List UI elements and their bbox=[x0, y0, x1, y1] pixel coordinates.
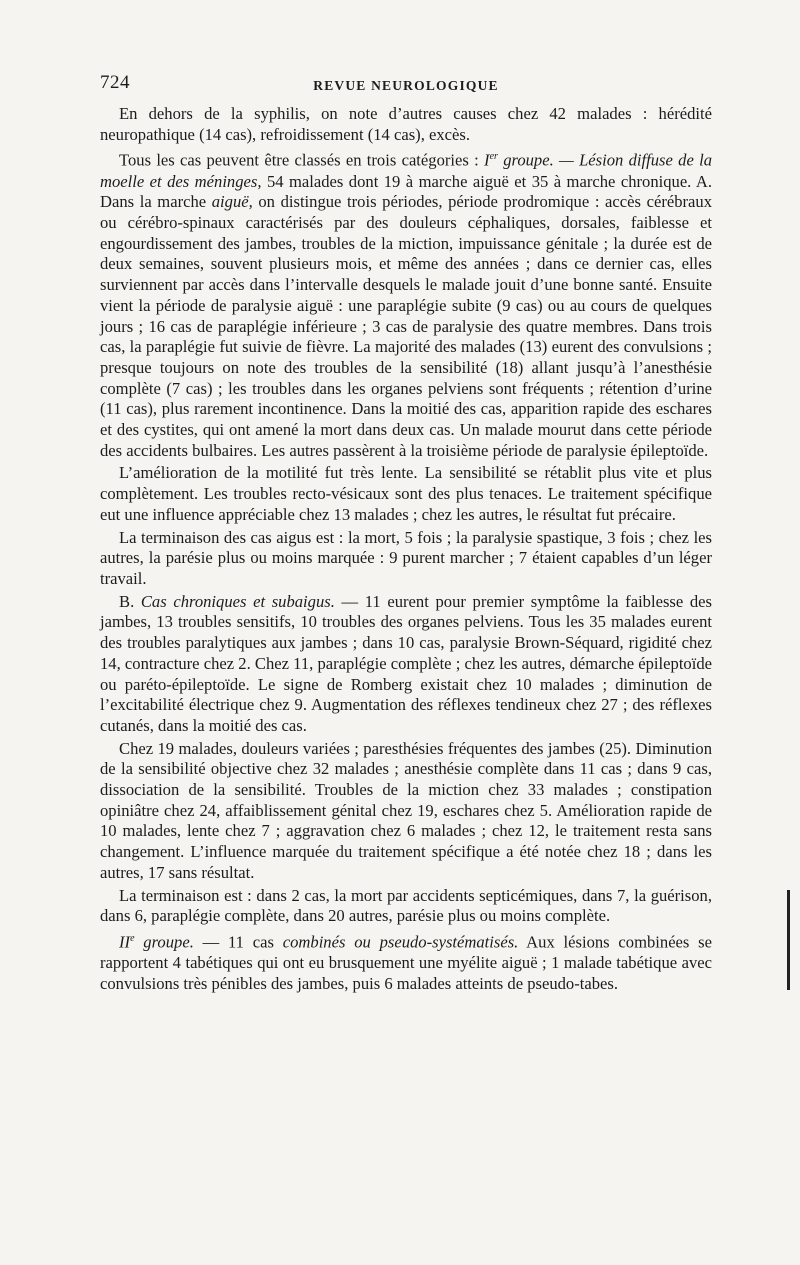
paragraph bbox=[100, 528, 712, 590]
text-run: B. bbox=[119, 591, 141, 611]
text-run: — 11 cas bbox=[193, 932, 283, 952]
running-title: REVUE NEUROLOGIQUE bbox=[313, 78, 499, 93]
scan-edge-mark bbox=[787, 890, 790, 990]
italic-text: I bbox=[484, 150, 490, 170]
italic-text: e bbox=[130, 932, 135, 944]
text-run: on distingue trois périodes, période prodromique : accès cérébraux ou cérébro-spinaux caractérisés par des douleurs céphaliques, dorsales, faiblesse et engourdissement des jambes, troubles de la miction, impuissance génitale ; la durée est de deux semaines, souvent plusieurs mois, et même des années ; dans ce dernier cas, elles surviennent par accès dans l’intervalle desquels le malade jouit d’une bonne santé. Ensuite vient la période de paralysie aiguë : une paraplégie subite (9 cas) ou au cours de quelques jours ; 16 cas de paraplégie inférieure ; 3 cas de paralysie des quatre membres. Dans trois cas, la paraplégie fut suivie de fièvre. La majorité des malades (13) eurent des convulsions ; presque toujours on note des troubles de la sensibilité (18) allant jusqu’à l’anesthésie complète (7 cas) ; les troubles dans les organes pelviens sont fréquents ; rétention d’urine (11 cas), plus rarement incontinence. Dans la moitié des cas, apparition rapide des eschares et des cystites, qui ont amené la mort dans deux cas. Un malade mourut dans cette période des accidents bulbaires. Les autres passèrent à la troisième période de paralysie épileptoïde. bbox=[100, 192, 712, 460]
paragraph bbox=[100, 592, 712, 737]
paragraph bbox=[100, 463, 712, 525]
text-run: Tous les cas peuvent être classés en trois catégories : bbox=[119, 150, 485, 170]
page-number: 724 bbox=[100, 72, 130, 93]
article-body bbox=[100, 104, 712, 995]
italic-text: aiguë, bbox=[211, 192, 253, 212]
paragraph bbox=[100, 739, 712, 884]
text-run: En dehors de la syphilis, on note d’autres causes chez 42 malades : hérédité neuropathique (14 cas), refroidissement (14 cas), excès. bbox=[100, 104, 712, 144]
text-run: Aux lésions combinées se rapportent 4 tabétiques qui ont eu brusquement une myélite aiguë ; 1 malade tabétique avec convulsions très pénibles des jambes, puis 6 malades atteints de pseudo-tabes. bbox=[100, 932, 712, 993]
text-run: 54 malades dont 19 à marche aiguë et 35 à marche chronique. A. Dans la marche bbox=[100, 171, 712, 212]
text-run: La terminaison des cas aigus est : la mort, 5 fois ; la paralysie spastique, 3 fois ; chez les autres, la parésie plus ou moins marquée : 9 purent marcher ; 7 étaient capables d’un léger travail. bbox=[100, 527, 712, 588]
paragraph bbox=[100, 886, 712, 927]
text-run: Chez 19 malades, douleurs variées ; paresthésies fréquentes des jambes (25). Diminution de la sensibilité objective chez 32 malades ; anesthésie complète dans 11 cas ; dans 9 cas, dissociation de la sensibilité. Troubles de la miction chez 33 malades ; constipation opiniâtre chez 24, affaiblissement génital chez 19, eschares chez 5. Amélioration rapide de 10 malades, lente chez 7 ; aggravation chez 6 malades ; chez 12, le traitement resta sans changement. L’influence marquée du traitement spécifique a été notée chez 18 ; dans les autres, 17 sans résultat. bbox=[100, 738, 712, 882]
text-run: La terminaison est : dans 2 cas, la mort par accidents septicémiques, dans 7, la guérison, dans 6, paraplégie complète, dans 20 autres, parésie plus ou moins complète. bbox=[100, 885, 712, 926]
italic-text: er bbox=[489, 151, 498, 163]
paragraph bbox=[100, 929, 712, 995]
paragraph bbox=[100, 104, 712, 145]
italic-text: groupe. bbox=[134, 932, 194, 952]
text-run: L’amélioration de la motilité fut très lente. La sensibilité se rétablit plus vite et plus complètement. Les troubles recto-vésicaux sont des plus tenaces. Le traitement spécifique eut une influence appréciable chez 13 malades ; chez les autres, le résultat fut précaire. bbox=[100, 463, 712, 524]
italic-text: combinés ou pseudo-systématisés. bbox=[282, 932, 519, 952]
page-header bbox=[100, 72, 712, 98]
italic-text: groupe. — Lésion diffuse de la moelle et des méninges, bbox=[100, 150, 712, 191]
italic-text: II bbox=[119, 932, 131, 952]
italic-text: Cas chroniques et subaigus. bbox=[140, 591, 335, 611]
text-run: — 11 eurent pour premier symptôme la faiblesse des jambes, 13 troubles sensitifs, 10 troubles des organes pelviens. Tous les 35 malades eurent des troubles paralytiques aux jambes ; dans 10 cas, paralysie Brown-Séquard, rigidité chez 14, contracture chez 2. Chez 11, paraplégie complète ; chez les autres, démarche épileptoïde ou paréto-épileptoïde. Le signe de Romberg existait chez 10 malades ; diminution de l’excitabilité électrique chez 9. Augmentation des réflexes tendineux chez 27 ; des réflexes cutanés, dans la moitié des cas. bbox=[100, 591, 712, 735]
paragraph bbox=[100, 147, 712, 461]
